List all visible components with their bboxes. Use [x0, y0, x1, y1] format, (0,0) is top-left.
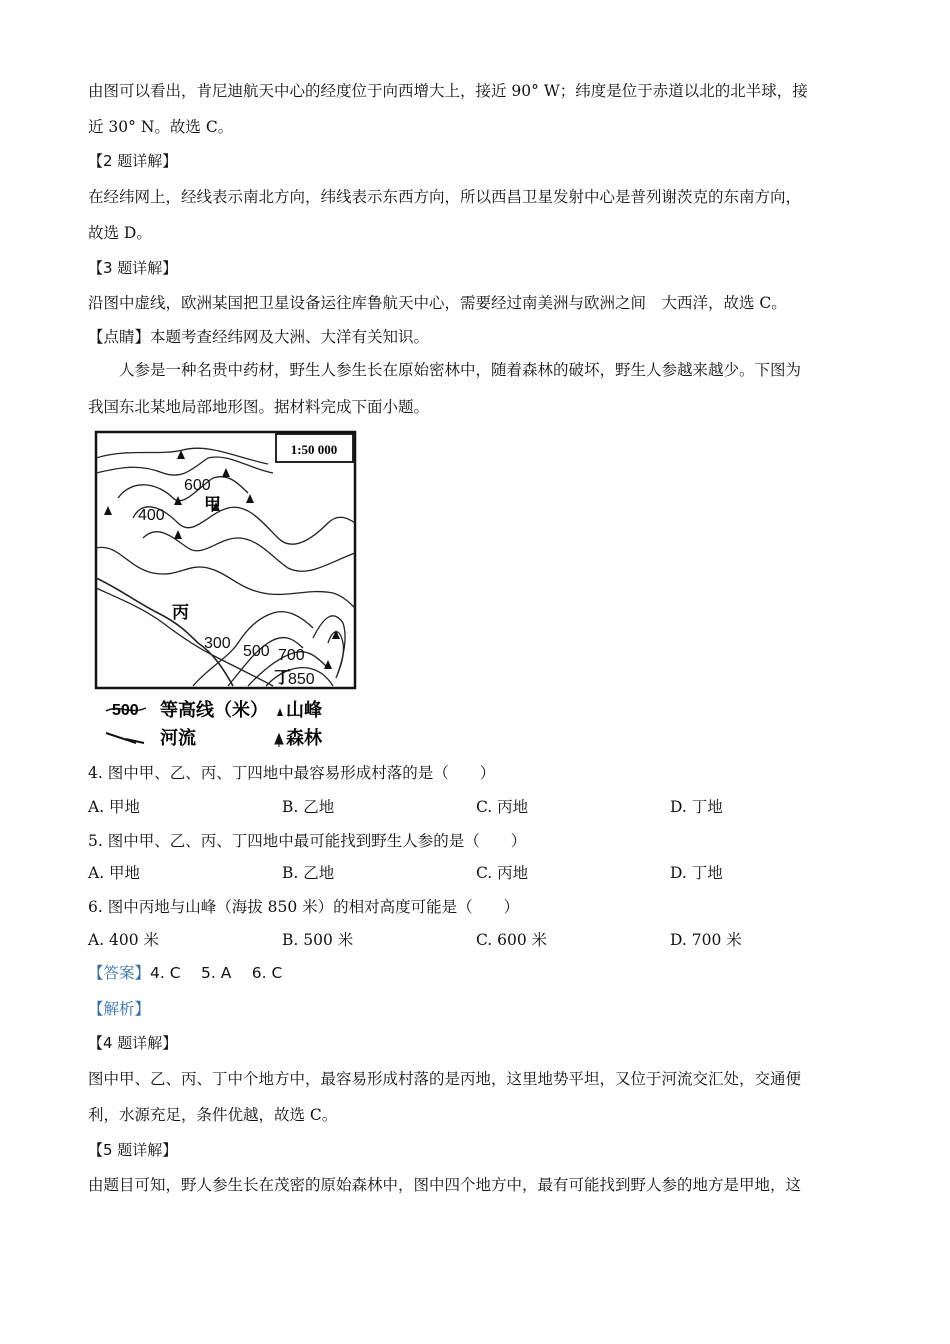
- answer-values: 4. C 5. A 6. C: [150, 964, 283, 982]
- contour-label: 600: [184, 477, 211, 494]
- analysis-label: 【解析】: [88, 1000, 151, 1018]
- option-c: C. 丙地: [476, 798, 529, 816]
- label-ding: 丁: [274, 668, 291, 688]
- section-heading: 【5 题详解】: [88, 1141, 178, 1159]
- scale-label: 1:50 000: [290, 442, 338, 457]
- legend-contour-sample: 500: [112, 702, 139, 719]
- option-b: B. 500 米: [282, 931, 354, 949]
- text-line: 我国东北某地局部地形图。据材料完成下面小题。: [88, 398, 430, 416]
- topographic-map: [88, 428, 363, 753]
- text-line: 人参是一种名贵中药材，野生人参生长在原始密林中，随着森林的破坏，野生人参越来越少。下图为: [88, 361, 802, 379]
- legend-forest-text: 森林: [286, 728, 322, 749]
- text-line: 图中甲、乙、丙、丁中个地方中，最容易形成村落的是丙地，这里地势平坦，又位于河流交汇处，交通便: [88, 1070, 802, 1088]
- text-line: 利，水源充足，条件优越，故选 C。: [88, 1106, 338, 1124]
- question-stem: 4. 图中甲、乙、丙、丁四地中最容易形成村落的是（ ）: [88, 764, 496, 782]
- section-heading: 【4 题详解】: [88, 1034, 178, 1052]
- option-c: C. 600 米: [476, 931, 548, 949]
- answer-line: [88, 962, 282, 984]
- forest-icon: [275, 734, 283, 747]
- contour-label: 300: [204, 635, 231, 652]
- option-d: D. 丁地: [670, 798, 723, 816]
- text-line: 【点睛】本题考查经纬网及大洲、大洋有关知识。: [88, 328, 430, 346]
- text-line: 由题目可知，野人参生长在茂密的原始森林中，图中四个地方中，最有可能找到野人参的地方是甲地，这: [88, 1176, 802, 1194]
- peak-icon: [277, 708, 283, 716]
- section-heading: 【3 题详解】: [88, 259, 178, 277]
- text-line: 在经纬网上，经线表示南北方向，纬线表示东西方向，所以西昌卫星发射中心是普列谢茨克的东南方向，: [88, 188, 802, 206]
- option-b: B. 乙地: [282, 864, 335, 882]
- map-legend: [106, 699, 323, 749]
- answer-label: 【答案】: [88, 964, 151, 982]
- label-jia: 甲: [204, 495, 221, 515]
- legend-river-text: 河流: [160, 728, 196, 749]
- option-a: A. 甲地: [88, 798, 141, 816]
- contour-label: 700: [278, 647, 305, 664]
- legend-contour-text: 等高线（米）: [160, 700, 268, 721]
- question-stem: 6. 图中丙地与山峰（海拔 850 米）的相对高度可能是（ ）: [88, 898, 520, 916]
- option-d: D. 丁地: [670, 864, 723, 882]
- text-line: 沿图中虚线，欧洲某国把卫星设备运往库鲁航天中心，需要经过南美洲与欧洲之间 大西洋，故选 C。: [88, 294, 787, 312]
- contour-label: 400: [138, 507, 165, 524]
- label-bing: 丙: [172, 603, 189, 623]
- text-line: 由图可以看出，肯尼迪航天中心的经度位于向西增大上，接近 90° W；纬度是位于赤道以北的北半球，接: [88, 82, 808, 100]
- contour-label: 500: [243, 643, 270, 660]
- question-stem: 5. 图中甲、乙、丙、丁四地中最可能找到野生人参的是（ ）: [88, 832, 527, 850]
- legend-peak-text: 山峰: [286, 700, 322, 721]
- text-line: 故选 D。: [88, 224, 152, 242]
- text-line: 近 30° N。故选 C。: [88, 118, 234, 136]
- option-a: A. 甲地: [88, 864, 141, 882]
- option-c: C. 丙地: [476, 864, 529, 882]
- option-a: A. 400 米: [88, 931, 160, 949]
- contour-label: 850: [288, 671, 315, 688]
- section-heading: 【2 题详解】: [88, 152, 178, 170]
- option-b: B. 乙地: [282, 798, 335, 816]
- option-d: D. 700 米: [670, 931, 742, 949]
